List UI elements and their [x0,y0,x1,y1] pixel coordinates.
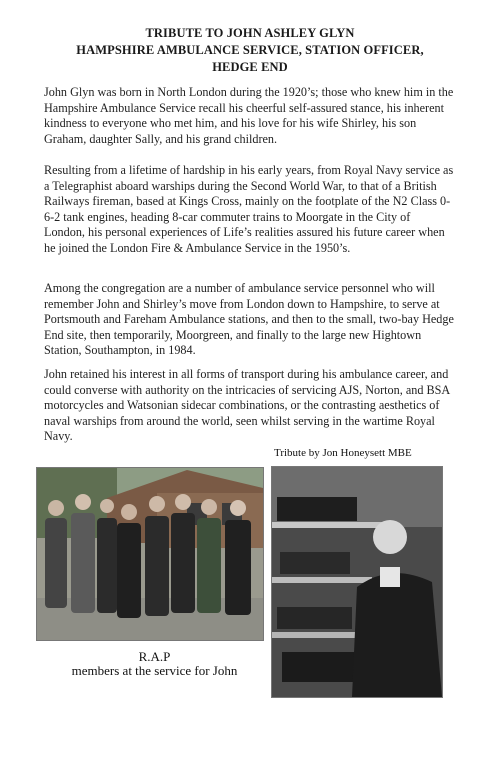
tribute-credit: Tribute by Jon Honeysett MBE [274,447,412,459]
paragraph-transport-interest: John retained his interest in all forms of transport during his ambulance career, and could converse with authority on the intricacies of servicing AJS, Norton, and BSA motorcycles and Watsonian sidecar combinations, or the contrasting aesthetics of naval warships from around the world, seen whilst serving in the wartime Royal Navy. [44,367,450,444]
photo-caption-line-2: members at the service for John [71,663,238,678]
title-line-2: HAMPSHIRE AMBULANCE SERVICE, STATION OFFICER, [76,43,424,57]
paragraph-career: Resulting from a lifetime of hardship in his early years, from Royal Navy service as a Telegraphist aboard warships during the Second World War, to that of a British Railways fireman, based at Kings Cross, mainly on the footplate of the N2 Class 0-6-2 tank engines, heading 8-car commuter trains to Moorgate in the City of London, his personal experiences of Life’s realities assured his future career when he joined the London Fire & Ambulance Service in the 1950’s. [44,163,454,255]
photo-caption-line-1: R.A.P [138,649,171,664]
model-train-photo [271,466,443,698]
paragraph-congregation: Among the congregation are a number of ambulance service personnel who will remember John and Shirley’s move from London down to Hampshire, to serve at Portsmouth and Fareham Ambulance stations, and then to the small, two-bay Hedge End site, then temporarily, Moorgreen, and finally to the large new Hightown Station, Southampton, in 1984. [44,281,454,358]
group-photo [36,467,264,641]
model-train-photo-image [272,467,442,697]
paragraph-early-life: John Glyn was born in North London during the 1920’s; those who knew him in the Hampshire Ambulance Service recall his cheerful self-assured stance, his inherent kindness to everyone who met him, and his love for his wife Shirley, his son Graham, daughter Sally, and his grand children. [44,85,454,146]
document-title [40,25,460,76]
title-line-3: HEDGE END [212,60,288,74]
group-photo-image [37,468,263,640]
title-line-1: TRIBUTE TO JOHN ASHLEY GLYN [145,26,355,40]
